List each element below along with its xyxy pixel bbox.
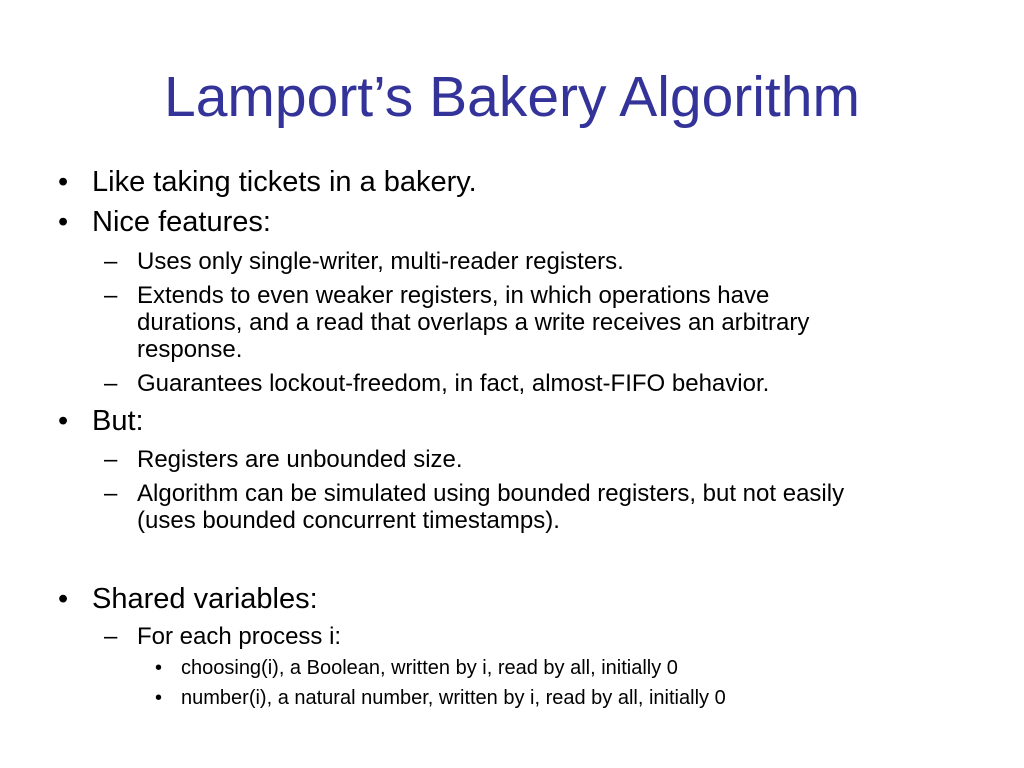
bullet-dot-icon: • xyxy=(58,206,69,238)
bullet-text: But: xyxy=(92,405,144,437)
bullet-text-line: Extends to even weaker registers, in which operations have xyxy=(137,282,770,309)
bullet-text: Shared variables: xyxy=(92,583,318,615)
bullet-text: choosing(i), a Boolean, written by i, read by all, initially 0 xyxy=(181,657,678,679)
dash-bullet-icon: – xyxy=(104,623,118,650)
bullet-text: Registers are unbounded size. xyxy=(137,446,463,473)
dash-bullet-icon: – xyxy=(104,370,118,397)
bullet-text: Like taking tickets in a bakery. xyxy=(92,166,477,198)
bullet-text: Nice features: xyxy=(92,206,271,238)
bullet-text-line: Algorithm can be simulated using bounded registers, but not easily xyxy=(137,480,845,507)
bullet-dot-icon: • xyxy=(58,405,69,437)
slide-title: Lamport’s Bakery Algorithm xyxy=(164,65,860,129)
bullet-dot-icon: • xyxy=(155,657,163,679)
bullet-dot-icon: • xyxy=(58,166,69,198)
bullet-text: Uses only single-writer, multi-reader registers. xyxy=(137,248,624,275)
dash-bullet-icon: – xyxy=(104,480,118,507)
bullet-text-line: durations, and a read that overlaps a write receives an arbitrary xyxy=(137,309,810,336)
bullet-text: For each process i: xyxy=(137,623,342,650)
bullet-text-line: response. xyxy=(137,336,243,363)
bullet-text: number(i), a natural number, written by i, read by all, initially 0 xyxy=(181,687,726,709)
dash-bullet-icon: – xyxy=(104,446,118,473)
bullet-text: Guarantees lockout-freedom, in fact, almost-FIFO behavior. xyxy=(137,370,770,397)
bullet-dot-icon: • xyxy=(155,687,163,709)
bullet-dot-icon: • xyxy=(58,583,69,615)
bullet-text-line: (uses bounded concurrent timestamps). xyxy=(137,507,560,534)
dash-bullet-icon: – xyxy=(104,248,118,275)
dash-bullet-icon: – xyxy=(104,282,118,309)
